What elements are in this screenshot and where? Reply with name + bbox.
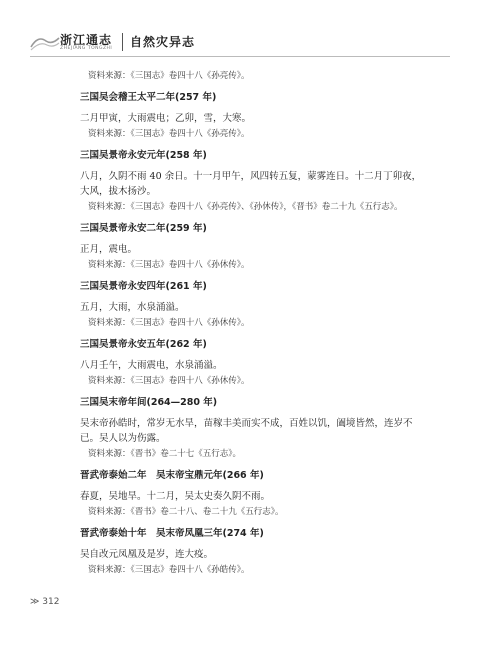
entry-heading: 晋武帝泰始二年 吴末帝宝鼎元年(266 年) [80, 470, 264, 481]
entry-heading: 晋武帝泰始十年 吴末帝凤凰三年(274 年) [80, 528, 264, 539]
page-footer [30, 597, 59, 607]
source-note: 资料来源：《三国志》卷四十八《孙休传》。 [88, 376, 250, 386]
source-note: 资料来源：《三国志》卷四十八《孙亮传》。 [88, 129, 250, 139]
source-note: 资料来源：《三国志》卷四十八《孙休传》。 [88, 260, 250, 270]
section-title: 自然灾异志 [130, 35, 196, 49]
entry-body: 正月，震电。 [80, 244, 138, 255]
page-number: 312 [42, 597, 60, 607]
logo-wave-icon [30, 32, 60, 52]
header-rule [30, 56, 450, 57]
source-note: 资料来源：《三国志》卷四十八《孙休传》。 [88, 318, 250, 328]
entry-heading: 三国吴景帝永安二年(259 年) [80, 223, 207, 234]
page-marker-icon: ≫ [30, 597, 40, 607]
header-divider [122, 33, 123, 51]
entry-heading: 三国吴景帝永安五年(262 年) [80, 339, 207, 350]
entry-heading: 三国吴景帝永安元年(258 年) [80, 150, 207, 161]
logo-subtitle: ZHEJIANG TONGZHI [60, 46, 113, 51]
entry-heading: 三国吴景帝永安四年(261 年) [80, 281, 207, 292]
entry-heading: 三国吴会稽王太平二年(257 年) [80, 92, 217, 103]
entry-body: 五月，大雨，水泉涌溢。 [80, 302, 185, 313]
source-note: 资料来源：《晋书》卷二十八、卷二十九《五行志》。 [88, 507, 284, 517]
page-content [80, 70, 430, 585]
logo-title: 浙江通志 [60, 33, 113, 47]
entry-body: 吴末帝孙皓时，常岁无水旱，苗稼丰美而实不成，百姓以饥，阖境皆然，连岁不已。吴人以为伤露。 [80, 418, 413, 444]
source-note: 资料来源：《三国志》卷四十八《孙亮传》、《孙休传》，《晋书》卷二十九《五行志》。 [88, 202, 403, 212]
entry-body: 二月甲寅，大雨震电；乙卯，雪，大寒。 [80, 113, 252, 124]
entry-body: 八月，久阴不雨 40 余日。十一月甲午，风四转五复，蒙雾连日。十二月丁卯夜，大风，拔木扬沙。 [80, 171, 422, 197]
entry-body: 春夏，吴地旱。十二月，吴太史奏久阴不雨。 [80, 491, 271, 502]
entry-heading: 三国吴末帝年间(264—280 年) [80, 397, 218, 408]
source-note: 资料来源：《三国志》卷四十八《孙皓传》。 [88, 565, 250, 575]
source-note: 资料来源：《晋书》卷二十七《五行志》。 [88, 449, 242, 459]
source-note: 资料来源：《三国志》卷四十八《孙亮传》。 [88, 71, 250, 81]
entry-body: 八月壬午，大雨震电，水泉涌溢。 [80, 360, 223, 371]
entry-body: 吴自改元凤凰及是岁，连大疫。 [80, 549, 214, 560]
page-header [30, 30, 450, 58]
